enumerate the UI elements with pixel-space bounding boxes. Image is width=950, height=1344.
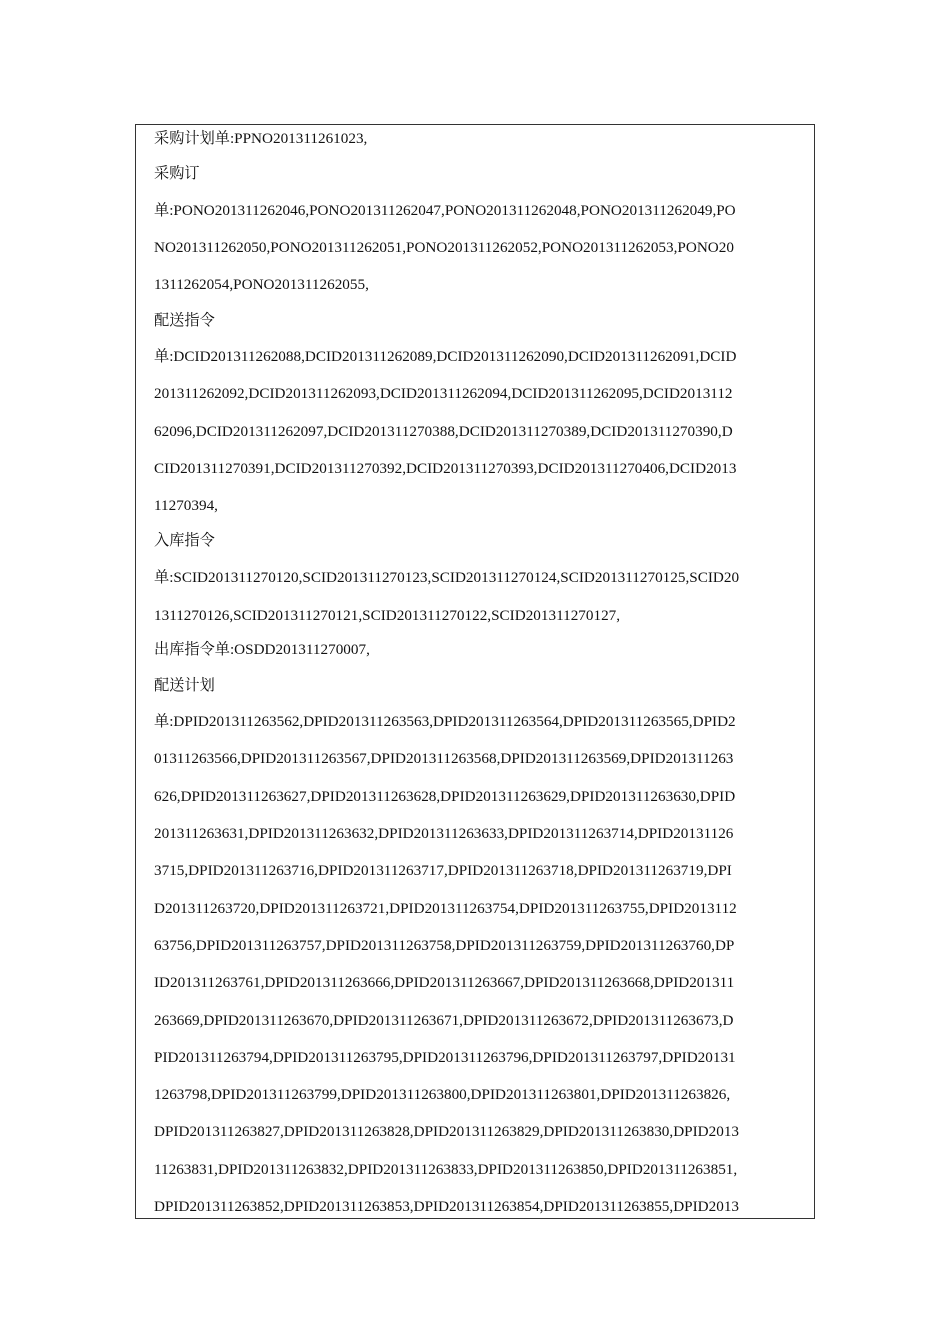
text-line-13: 单:SCID201311270120,SCID201311270123,SCID201311270124,SCID201311270125,SCID20 <box>154 569 740 586</box>
text-line-2: 采购订 <box>154 165 200 182</box>
text-line-18: 01311263566,DPID201311263567,DPID201311263568,DPID201311263569,DPID201311263 <box>154 750 734 767</box>
text-line-29: 11263831,DPID201311263832,DPID201311263833,DPID201311263850,DPID201311263851, <box>154 1161 738 1178</box>
text-line-12: 入库指令 <box>154 532 215 549</box>
text-line-7: 单:DCID201311262088,DCID201311262089,DCID201311262090,DCID201311262091,DCID <box>154 348 737 365</box>
text-line-17: 单:DPID201311263562,DPID201311263563,DPID201311263564,DPID201311263565,DPID2 <box>154 713 736 730</box>
text-line-26: PID201311263794,DPID201311263795,DPID201311263796,DPID201311263797,DPID20131 <box>154 1049 736 1066</box>
text-line-8: 201311262092,DCID201311262093,DCID201311262094,DCID201311262095,DCID2013112 <box>154 385 733 402</box>
text-line-20: 201311263631,DPID201311263632,DPID201311263633,DPID201311263714,DPID20131126 <box>154 825 734 842</box>
text-line-27: 1263798,DPID201311263799,DPID201311263800,DPID201311263801,DPID201311263826, <box>154 1086 731 1103</box>
text-line-15: 出库指令单:OSDD201311270007, <box>154 641 370 658</box>
text-line-14: 1311270126,SCID201311270121,SCID201311270122,SCID201311270127, <box>154 607 621 624</box>
text-line-25: 263669,DPID201311263670,DPID201311263671,DPID201311263672,DPID201311263673,D <box>154 1012 734 1029</box>
text-line-22: D201311263720,DPID201311263721,DPID201311263754,DPID201311263755,DPID2013112 <box>154 900 737 917</box>
text-line-1: 采购计划单:PPNO201311261023, <box>154 130 368 147</box>
text-line-10: CID201311270391,DCID201311270392,DCID201311270393,DCID201311270406,DCID2013 <box>154 460 737 477</box>
text-line-30: DPID201311263852,DPID201311263853,DPID201311263854,DPID201311263855,DPID2013 <box>154 1198 740 1215</box>
text-line-24: ID201311263761,DPID201311263666,DPID201311263667,DPID201311263668,DPID201311 <box>154 974 735 991</box>
text-line-21: 3715,DPID201311263716,DPID201311263717,DPID201311263718,DPID201311263719,DPI <box>154 862 732 879</box>
text-line-28: DPID201311263827,DPID201311263828,DPID201311263829,DPID201311263830,DPID2013 <box>154 1123 740 1140</box>
text-line-23: 63756,DPID201311263757,DPID201311263758,DPID201311263759,DPID201311263760,DP <box>154 937 735 954</box>
text-line-4: NO201311262050,PONO201311262051,PONO201311262052,PONO201311262053,PONO20 <box>154 239 734 256</box>
text-line-5: 1311262054,PONO201311262055, <box>154 276 369 293</box>
text-line-16: 配送计划 <box>154 677 215 694</box>
text-line-6: 配送指令 <box>154 312 215 329</box>
text-line-11: 11270394, <box>154 497 218 514</box>
document-table-cell <box>135 124 815 1219</box>
text-line-19: 626,DPID201311263627,DPID201311263628,DPID201311263629,DPID201311263630,DPID <box>154 788 736 805</box>
text-line-9: 62096,DCID201311262097,DCID201311270388,DCID201311270389,DCID201311270390,D <box>154 423 733 440</box>
text-line-3: 单:PONO201311262046,PONO201311262047,PONO201311262048,PONO201311262049,PO <box>154 202 736 219</box>
